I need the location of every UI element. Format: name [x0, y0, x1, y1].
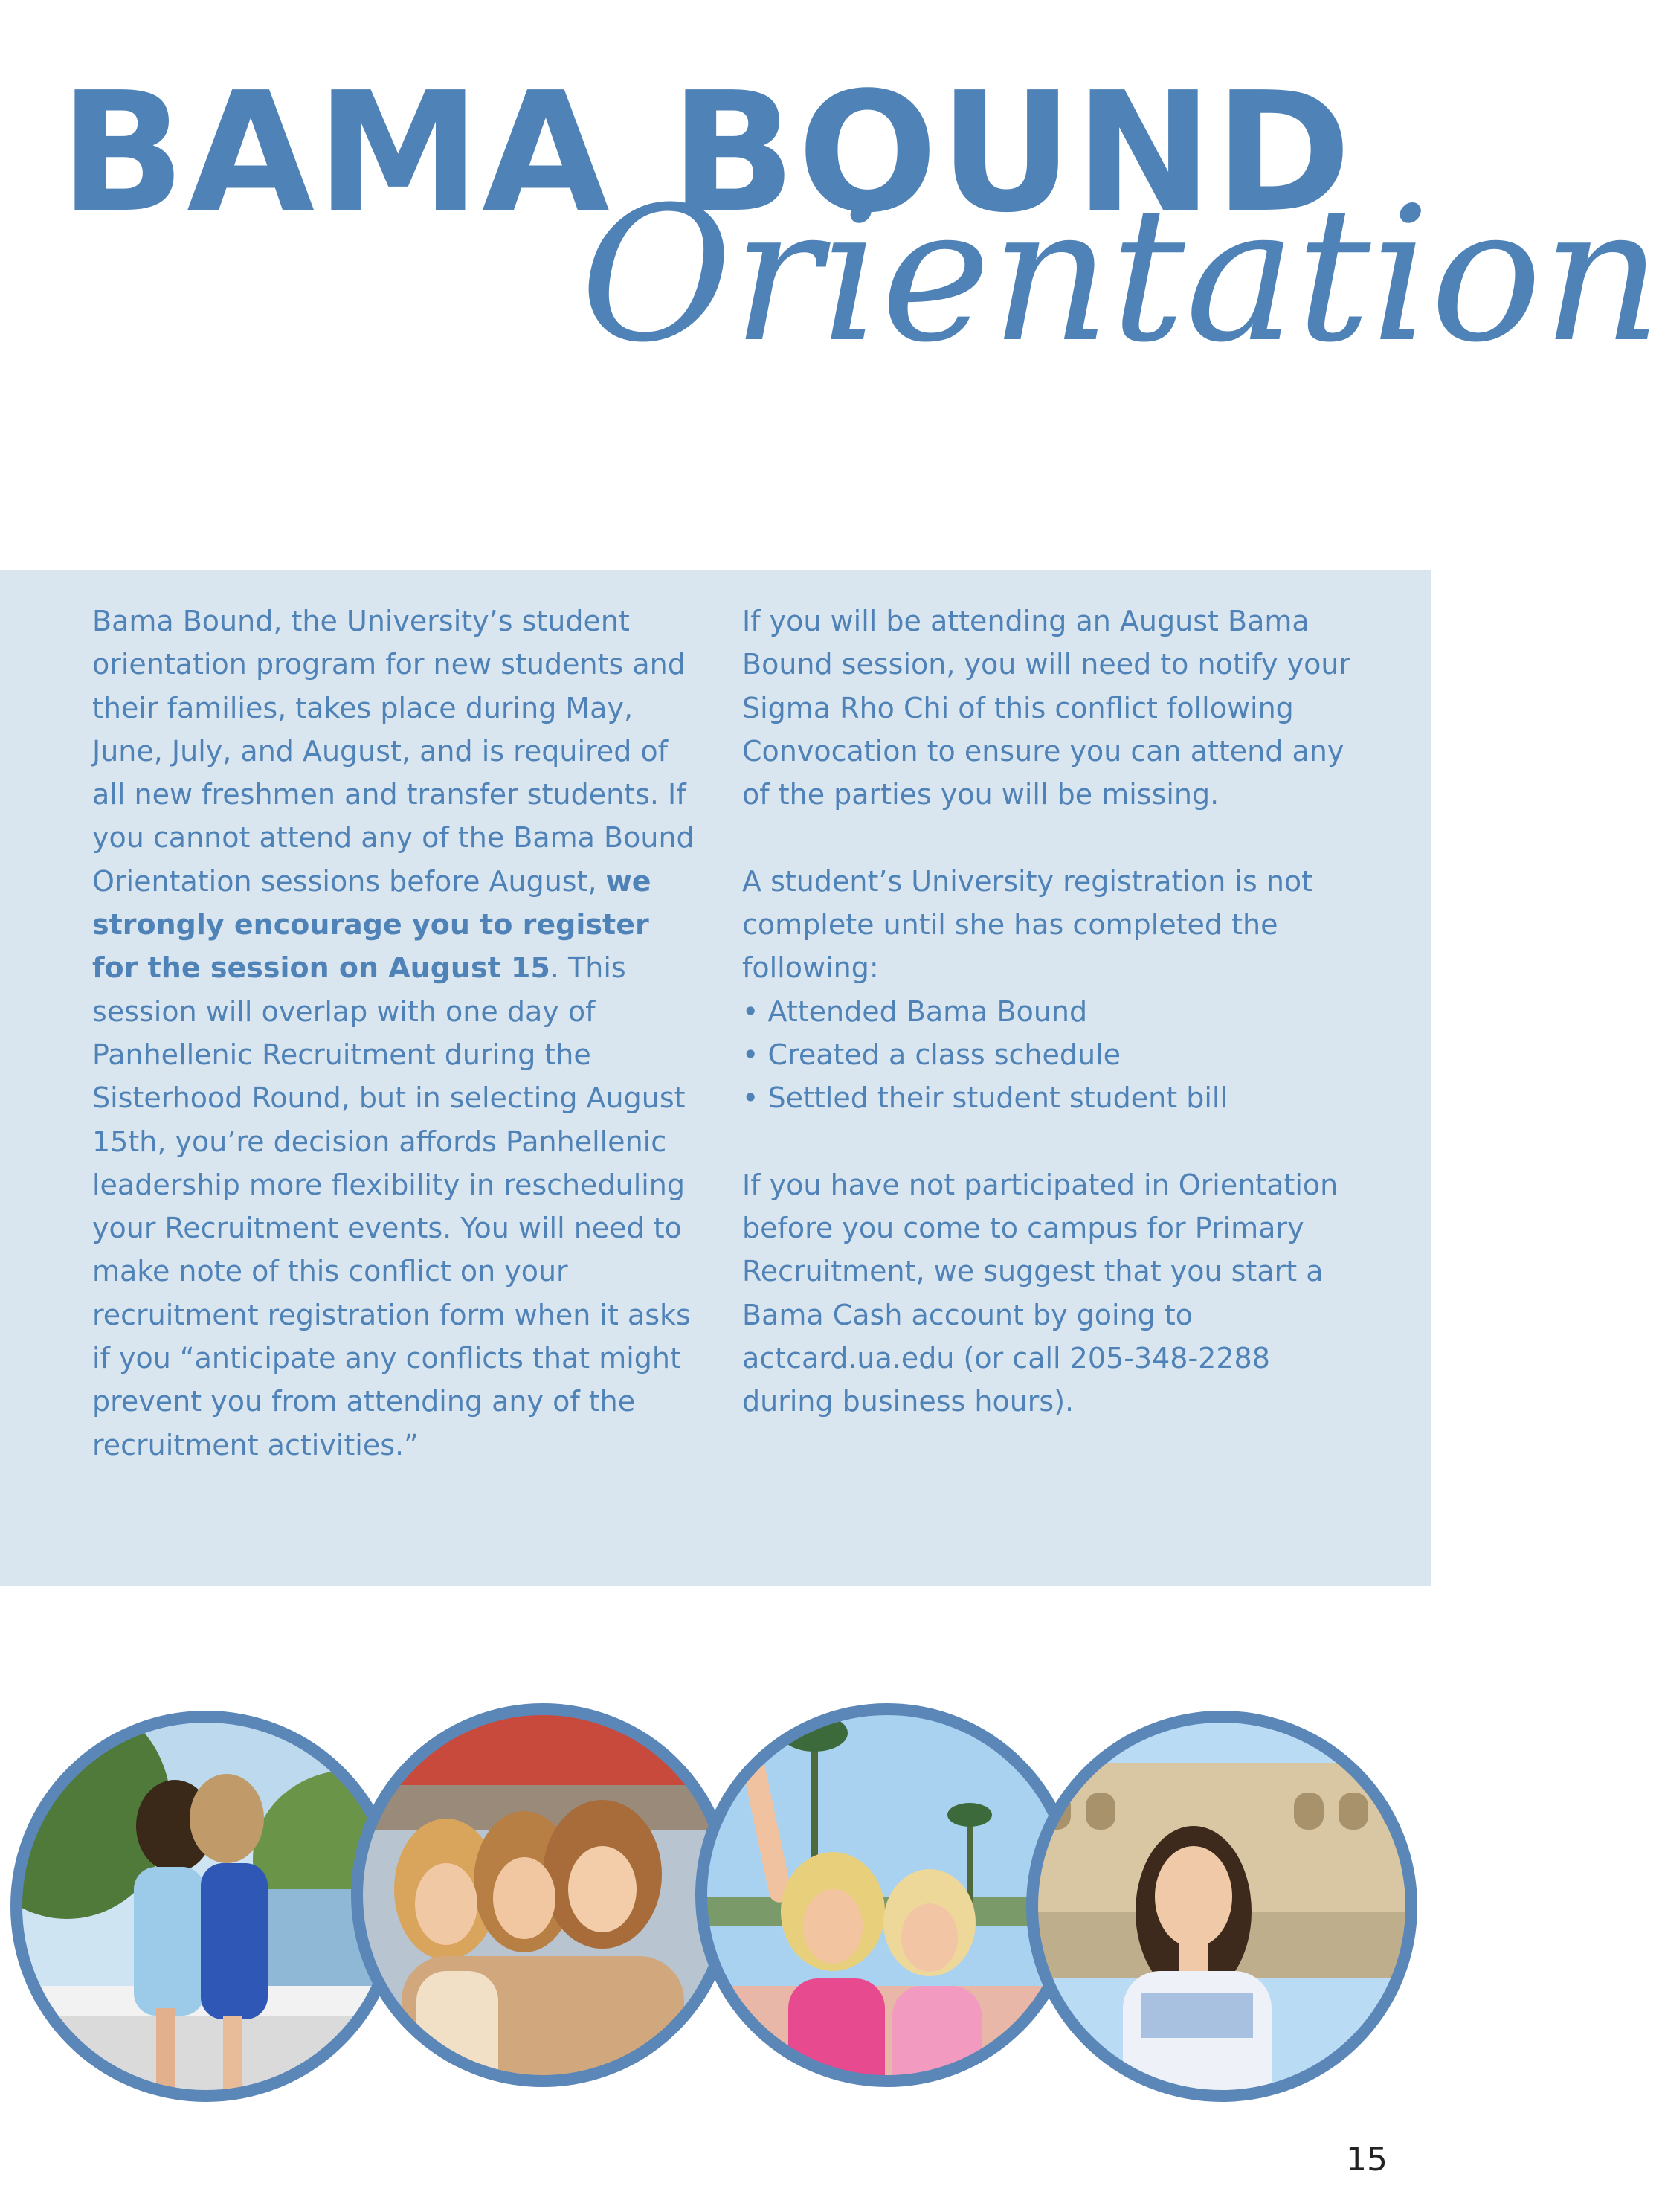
- photo-strip: [0, 1666, 1431, 2127]
- right-column: [742, 599, 1367, 1424]
- page-number: 15: [1346, 2141, 1388, 2179]
- registration-paragraph: A student’s University registration is not complete until she has completed the following:: [742, 864, 1313, 985]
- three-women-stadium-photo: [350, 1696, 736, 2120]
- emphasis-text: we strongly encourage you to register for the session on August 15: [92, 864, 651, 985]
- intro-text: Bama Bound, the University’s student orientation program for new students and their families, takes place during May, June, July, and August, and is required of all new freshmen and transfer students. If you cannot attend any of the Bama Bound Orientation sessions before August,: [92, 605, 695, 898]
- list-item: • Created a class schedule: [742, 1033, 1367, 1076]
- rest-text: . This session will overlap with one day of Panhellenic Recruitment during the Sisterhood Round, but in selecting August 15th, you’re decision affords Panhellenic leadership more flexibility in rescheduling your Recruitment events. You will need to make note of this conflict on your recruitment registration form when it asks if you “anticipate any conflicts that might prevent you from attending any of the recruitment activities.”: [92, 951, 691, 1462]
- woman-at-colosseum-photo: [1026, 1696, 1428, 2120]
- two-women-convertible-photo: [692, 1696, 1078, 2120]
- bama-bound-paragraph: [92, 599, 702, 1467]
- left-column: [92, 599, 702, 1467]
- paragraph-gap: [742, 816, 1367, 859]
- august-session-paragraph: If you will be attending an August Bama Bound session, you will need to notify your Sigma Rho Chi of this conflict following Convocation to ensure you can attend any of the parties you will be missing.: [742, 605, 1351, 811]
- content-panel: [0, 570, 1431, 1586]
- page-subtitle-script: Orientation: [580, 167, 1662, 383]
- list-item: • Attended Bama Bound: [742, 990, 1367, 1033]
- paragraph-gap: [742, 1120, 1367, 1163]
- list-item: • Settled their student student bill: [742, 1076, 1367, 1119]
- page-title: BAMA BOUND: [59, 57, 1353, 249]
- requirements-list: [742, 990, 1367, 1120]
- bama-cash-paragraph: If you have not participated in Orientation before you come to campus for Primary Recruitment, we suggest that you start a Bama Cash account by going to actcard.ua.edu (or call 205-348-2288 during business hours).: [742, 1168, 1339, 1418]
